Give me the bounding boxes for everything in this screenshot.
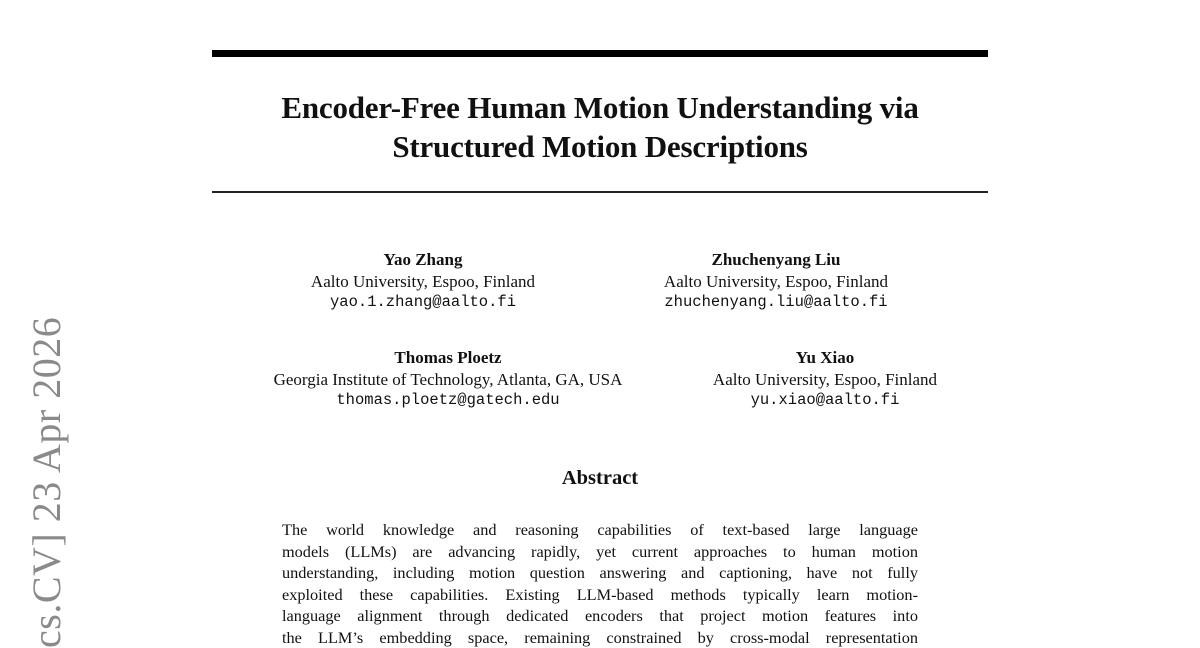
author-email[interactable]: yao.1.zhang@aalto.fi xyxy=(329,293,517,311)
abstract-line: exploited these capabilities. Existing LLM-based methods typically learn motion- xyxy=(282,584,918,604)
abstract-line: models (LLMs) are advancing rapidly, yet current approaches to human motion xyxy=(282,541,918,561)
author-block xyxy=(682,347,968,412)
title-line-1: Encoder-Free Human Motion Understanding via xyxy=(281,90,919,125)
abstract-line: The world knowledge and reasoning capabilities of text-based large language xyxy=(282,520,918,539)
title-top-rule xyxy=(212,50,988,57)
author-name: Zhuchenyang Liu xyxy=(711,250,841,269)
title-line-2: Structured Motion Descriptions xyxy=(392,129,808,164)
author-block xyxy=(270,249,576,314)
abstract-line: understanding, including motion question answering and captioning, have not fully xyxy=(282,563,918,582)
abstract-body xyxy=(282,519,918,648)
author-affiliation: Aalto University, Espoo, Finland xyxy=(310,271,536,291)
abstract-heading: Abstract xyxy=(561,467,639,489)
paper-title xyxy=(212,88,988,166)
author-email[interactable]: thomas.ploetz@gatech.edu xyxy=(336,391,560,409)
arxiv-stamp: cs.CV] 23 Apr 2026 xyxy=(24,316,69,648)
abstract-line: the LLM’s embedding space, remaining constrained by cross-modal representation xyxy=(282,627,918,647)
author-affiliation: Aalto University, Espoo, Finland xyxy=(663,271,889,291)
author-affiliation: Aalto University, Espoo, Finland xyxy=(712,369,938,389)
author-name: Thomas Ploetz xyxy=(394,348,502,367)
author-block xyxy=(622,249,930,314)
abstract-line: language alignment through dedicated encoders that project motion features into xyxy=(282,606,918,625)
author-name: Yao Zhang xyxy=(383,250,463,269)
author-email[interactable]: zhuchenyang.liu@aalto.fi xyxy=(664,293,888,311)
author-email[interactable]: yu.xiao@aalto.fi xyxy=(750,391,900,409)
title-bottom-rule xyxy=(212,191,988,193)
author-name: Yu Xiao xyxy=(795,348,855,367)
author-block xyxy=(230,347,666,412)
author-affiliation: Georgia Institute of Technology, Atlanta, GA, USA xyxy=(273,369,623,389)
